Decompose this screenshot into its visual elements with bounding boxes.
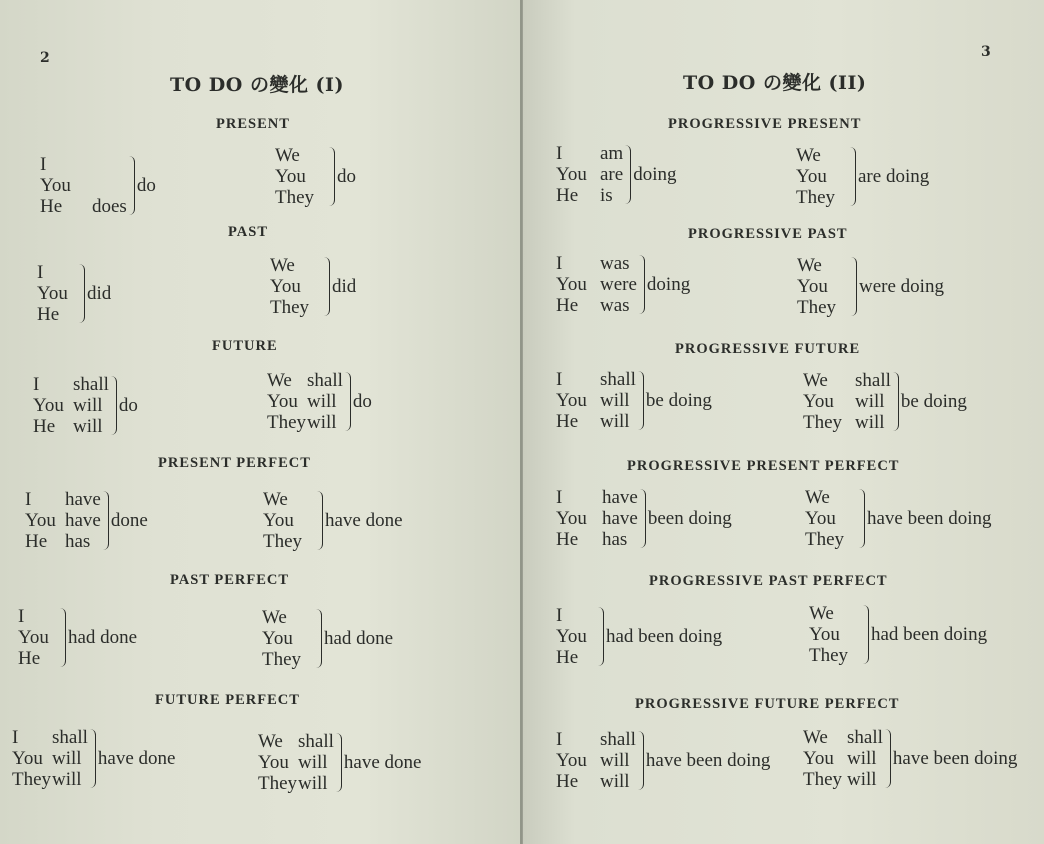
auxiliary: will — [855, 391, 885, 412]
auxiliary: does — [92, 196, 127, 217]
verb-form: have been doing — [867, 508, 992, 529]
pronoun-list — [258, 731, 334, 794]
pronoun: They — [805, 529, 845, 550]
brace — [324, 257, 330, 316]
conjugation-row — [18, 606, 58, 627]
verb-form: had done — [68, 627, 138, 648]
pronoun: We — [267, 370, 292, 391]
pronoun: I — [25, 489, 32, 510]
brace — [893, 372, 899, 431]
brace — [316, 609, 322, 668]
pronoun: You — [267, 391, 298, 412]
pronoun: He — [556, 411, 579, 432]
conjugation-row — [556, 729, 636, 750]
pronoun: We — [258, 731, 283, 752]
conjugation-row — [263, 531, 315, 552]
section-heading: PROGRESSIVE PRESENT — [668, 116, 862, 132]
auxiliary: will — [307, 412, 337, 433]
pronoun-list — [275, 145, 327, 208]
pronoun: He — [556, 647, 579, 668]
pronoun: You — [263, 510, 294, 531]
conjugation-row — [262, 607, 314, 628]
brace — [638, 371, 644, 430]
conjugation-row — [25, 531, 101, 552]
conjugation-row — [796, 166, 848, 187]
section-heading: PROGRESSIVE FUTURE PERFECT — [635, 696, 900, 712]
conjugation-row — [556, 647, 596, 668]
auxiliary: has — [65, 531, 91, 552]
auxiliary: will — [600, 771, 630, 792]
brace — [111, 376, 117, 435]
brace — [625, 145, 631, 204]
pronoun: They — [258, 773, 298, 794]
conjugation-row — [262, 628, 314, 649]
conjugation-row — [803, 370, 891, 391]
auxiliary: was — [600, 295, 630, 316]
pronoun: You — [37, 283, 68, 304]
conjugation-row — [796, 187, 848, 208]
auxiliary: have — [602, 487, 638, 508]
brace — [639, 255, 645, 314]
conjugation-row — [275, 187, 327, 208]
pronoun-list — [40, 154, 127, 217]
conjugation-row — [556, 750, 636, 771]
conjugation-row — [258, 731, 334, 752]
pronoun: He — [556, 295, 579, 316]
pronoun: They — [262, 649, 302, 670]
conjugation-row — [556, 508, 638, 529]
auxiliary: shall — [52, 727, 88, 748]
auxiliary: was — [600, 253, 630, 274]
verb-form: have been doing — [645, 750, 771, 771]
pronoun-list — [25, 489, 101, 552]
pronoun: I — [33, 374, 40, 395]
auxiliary: have — [65, 510, 101, 531]
pronoun: They — [803, 769, 843, 790]
verb-form: had done — [324, 628, 394, 649]
conjugation-row — [556, 529, 638, 550]
conjugation-row — [267, 391, 343, 412]
verb-form: have done — [325, 510, 403, 531]
verb-form: doing — [633, 164, 677, 185]
pronoun: He — [40, 196, 63, 217]
pronoun: They — [796, 187, 836, 208]
auxiliary: shall — [600, 729, 636, 750]
brace — [79, 264, 85, 323]
conjugation-row — [25, 510, 101, 531]
conjugation-row — [809, 603, 861, 624]
auxiliary: will — [307, 391, 337, 412]
conjugation-row — [263, 510, 315, 531]
conjugation-row — [258, 773, 334, 794]
brace — [859, 489, 865, 548]
pronoun: You — [275, 166, 306, 187]
conjugation-row — [556, 369, 636, 390]
conjugation-row — [805, 487, 857, 508]
conjugation-row — [270, 255, 322, 276]
verb-form: do — [352, 391, 372, 412]
pronoun: I — [556, 253, 563, 274]
pronoun-list — [803, 727, 883, 790]
section-heading: PROGRESSIVE PAST — [688, 226, 848, 242]
pronoun-list — [33, 374, 109, 437]
brace — [598, 607, 604, 666]
auxiliary: have — [65, 489, 101, 510]
pronoun: I — [40, 154, 47, 175]
pronoun: You — [803, 391, 834, 412]
pronoun-list — [262, 607, 314, 670]
page-title: TO DO の變化 (II) — [683, 72, 867, 94]
auxiliary: will — [52, 769, 82, 790]
right-page — [523, 0, 1044, 844]
pronoun: You — [556, 390, 587, 411]
conjugation-row — [797, 276, 849, 297]
pronoun: I — [556, 143, 563, 164]
pronoun: He — [556, 529, 579, 550]
auxiliary: will — [298, 752, 328, 773]
auxiliary: is — [600, 185, 613, 206]
conjugation-row — [556, 253, 637, 274]
conjugation-row — [33, 395, 109, 416]
conjugation-row — [556, 605, 596, 626]
pronoun-list — [803, 370, 891, 433]
pronoun-list — [267, 370, 343, 433]
conjugation-row — [12, 769, 88, 790]
pronoun: You — [556, 164, 587, 185]
conjugation-row — [797, 255, 849, 276]
brace — [863, 605, 869, 664]
pronoun: You — [33, 395, 64, 416]
conjugation-row — [803, 748, 883, 769]
brace — [103, 491, 109, 550]
verb-form: done — [110, 510, 148, 531]
auxiliary: will — [847, 769, 877, 790]
pronoun: You — [556, 626, 587, 647]
conjugation-row — [803, 769, 883, 790]
brace — [851, 257, 857, 316]
section-heading: FUTURE PERFECT — [155, 692, 300, 708]
pronoun: We — [796, 145, 821, 166]
conjugation-row — [37, 262, 77, 283]
pronoun-list — [556, 605, 596, 668]
conjugation-row — [556, 295, 637, 316]
page-number: 2 — [40, 50, 50, 66]
conjugation-row — [556, 487, 638, 508]
pronoun: He — [25, 531, 48, 552]
auxiliary: shall — [73, 374, 109, 395]
conjugation-row — [556, 274, 637, 295]
pronoun-list — [556, 253, 637, 316]
auxiliary: will — [73, 416, 103, 437]
conjugation-row — [275, 145, 327, 166]
pronoun: They — [803, 412, 843, 433]
conjugation-row — [18, 627, 58, 648]
verb-form: doing — [646, 274, 691, 295]
auxiliary: will — [73, 395, 103, 416]
pronoun: You — [803, 748, 834, 769]
pronoun: I — [12, 727, 19, 748]
conjugation-row — [803, 391, 891, 412]
pronoun-list — [556, 369, 636, 432]
conjugation-row — [267, 412, 343, 433]
pronoun: They — [809, 645, 849, 666]
pronoun: We — [803, 727, 828, 748]
verb-form: been doing — [647, 508, 732, 529]
verb-form: were doing — [859, 276, 944, 297]
section-heading: PROGRESSIVE PRESENT PERFECT — [627, 458, 900, 474]
conjugation-row — [805, 508, 857, 529]
conjugation-row — [12, 727, 88, 748]
brace — [850, 147, 856, 206]
conjugation-row — [556, 185, 623, 206]
pronoun: You — [25, 510, 56, 531]
pronoun-list — [12, 727, 88, 790]
pronoun: We — [263, 489, 288, 510]
conjugation-row — [556, 626, 596, 647]
pronoun: He — [18, 648, 41, 669]
conjugation-row — [797, 297, 849, 318]
pronoun-list — [809, 603, 861, 666]
page-number: 3 — [981, 44, 991, 60]
brace — [345, 372, 351, 431]
section-heading: PAST PERFECT — [170, 572, 290, 588]
pronoun: I — [556, 729, 563, 750]
conjugation-row — [270, 297, 322, 318]
pronoun-list — [270, 255, 322, 318]
conjugation-row — [809, 645, 861, 666]
section-heading: FUTURE — [212, 338, 278, 354]
pronoun: They — [270, 297, 310, 318]
pronoun: You — [270, 276, 301, 297]
verb-form: be doing — [645, 390, 712, 411]
pronoun: He — [556, 771, 579, 792]
pronoun-list — [796, 145, 848, 208]
pronoun: We — [805, 487, 830, 508]
conjugation-row — [270, 276, 322, 297]
auxiliary: shall — [855, 370, 891, 391]
conjugation-row — [275, 166, 327, 187]
auxiliary: will — [298, 773, 328, 794]
pronoun: You — [797, 276, 828, 297]
verb-form: have done — [97, 748, 176, 769]
pronoun: He — [33, 416, 56, 437]
verb-form: have done — [343, 752, 422, 773]
page-title: TO DO の變化 (I) — [170, 74, 344, 96]
pronoun: You — [262, 628, 293, 649]
pronoun: He — [37, 304, 60, 325]
conjugation-row — [37, 283, 77, 304]
pronoun: I — [556, 369, 563, 390]
brace — [638, 731, 644, 790]
conjugation-row — [33, 374, 109, 395]
auxiliary: shall — [307, 370, 343, 391]
brace — [640, 489, 646, 548]
conjugation-row — [263, 489, 315, 510]
conjugation-row — [12, 748, 88, 769]
conjugation-row — [18, 648, 58, 669]
verb-form: do — [118, 395, 138, 416]
pronoun: We — [803, 370, 828, 391]
conjugation-row — [25, 489, 101, 510]
brace — [329, 147, 335, 206]
pronoun: You — [40, 175, 71, 196]
conjugation-row — [796, 145, 848, 166]
conjugation-row — [556, 143, 623, 164]
conjugation-row — [258, 752, 334, 773]
auxiliary: have — [602, 508, 638, 529]
conjugation-row — [803, 727, 883, 748]
pronoun: You — [805, 508, 836, 529]
pronoun: They — [12, 769, 52, 790]
brace — [317, 491, 323, 550]
conjugation-row — [805, 529, 857, 550]
pronoun: I — [37, 262, 44, 283]
auxiliary: will — [855, 412, 885, 433]
auxiliary: will — [600, 390, 630, 411]
verb-form: do — [136, 175, 156, 196]
conjugation-row — [556, 164, 623, 185]
conjugation-row — [556, 390, 636, 411]
pronoun: I — [18, 606, 25, 627]
auxiliary: will — [52, 748, 82, 769]
section-heading: PRESENT — [216, 116, 290, 132]
section-heading: PROGRESSIVE FUTURE — [675, 341, 861, 357]
pronoun-list — [556, 487, 638, 550]
auxiliary: will — [600, 750, 630, 771]
conjugation-row — [40, 196, 127, 217]
conjugation-row — [803, 412, 891, 433]
pronoun: You — [556, 274, 587, 295]
auxiliary: are — [600, 164, 624, 185]
pronoun: We — [797, 255, 822, 276]
auxiliary: shall — [600, 369, 636, 390]
section-heading: PAST — [228, 224, 268, 240]
auxiliary: were — [600, 274, 637, 295]
left-page — [0, 0, 520, 844]
auxiliary: will — [847, 748, 877, 769]
pronoun: You — [258, 752, 289, 773]
pronoun-list — [805, 487, 857, 550]
pronoun: They — [263, 531, 303, 552]
pronoun: We — [270, 255, 295, 276]
verb-form: did — [332, 276, 357, 297]
conjugation-row — [556, 411, 636, 432]
verb-form: are doing — [858, 166, 930, 187]
pronoun: You — [796, 166, 827, 187]
conjugation-row — [262, 649, 314, 670]
brace — [336, 733, 342, 792]
pronoun-list — [263, 489, 315, 552]
pronoun: We — [262, 607, 287, 628]
pronoun: You — [556, 750, 587, 771]
brace — [129, 156, 135, 215]
pronoun-list — [37, 262, 77, 325]
pronoun: I — [556, 487, 563, 508]
pronoun: You — [12, 748, 43, 769]
verb-form: did — [87, 283, 112, 304]
pronoun: We — [275, 145, 300, 166]
auxiliary: will — [600, 411, 630, 432]
brace — [90, 729, 96, 788]
conjugation-row — [809, 624, 861, 645]
pronoun-list — [556, 729, 636, 792]
conjugation-row — [37, 304, 77, 325]
pronoun: You — [556, 508, 587, 529]
pronoun-list — [797, 255, 849, 318]
pronoun: You — [18, 627, 49, 648]
auxiliary: am — [600, 143, 624, 164]
pronoun: He — [556, 185, 579, 206]
auxiliary: shall — [298, 731, 334, 752]
conjugation-row — [33, 416, 109, 437]
conjugation-row — [40, 175, 127, 196]
conjugation-row — [556, 771, 636, 792]
pronoun: We — [809, 603, 834, 624]
verb-form: do — [337, 166, 356, 187]
brace — [885, 729, 891, 788]
verb-form: had been doing — [871, 624, 988, 645]
verb-form: have been doing — [892, 748, 1018, 769]
pronoun: You — [809, 624, 840, 645]
brace — [60, 608, 66, 667]
auxiliary: shall — [847, 727, 883, 748]
section-heading: PRESENT PERFECT — [158, 455, 311, 471]
verb-form: had been doing — [606, 626, 723, 647]
section-heading: PROGRESSIVE PAST PERFECT — [649, 573, 888, 589]
auxiliary: has — [602, 529, 628, 550]
verb-form: be doing — [900, 391, 967, 412]
pronoun-list — [556, 143, 623, 206]
pronoun: I — [556, 605, 563, 626]
pronoun-list — [18, 606, 58, 669]
pronoun: They — [797, 297, 837, 318]
conjugation-row — [267, 370, 343, 391]
pronoun: They — [275, 187, 315, 208]
pronoun: They — [267, 412, 307, 433]
conjugation-row — [40, 154, 127, 175]
